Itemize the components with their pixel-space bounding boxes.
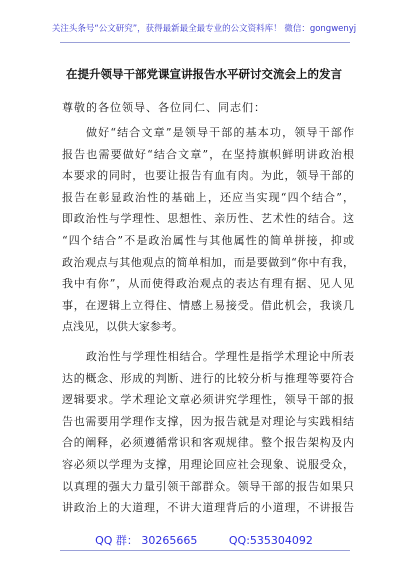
header-banner: 关注头条号“公文研究”，获得最新最全最专业的公文资料库！ 微信：gongwenyj bbox=[51, 24, 357, 34]
document-title: 在提升领导干部党课宣讲报告水平研讨交流会上的发言 bbox=[66, 67, 342, 81]
header-divider bbox=[60, 42, 350, 43]
paragraph-line: 达的概念、形成的判断、进行的比较分析与推理等要符合 bbox=[62, 371, 354, 385]
paragraph-line: 事，在逻辑上立得住、情感上易接受。借此机会，我谈几 bbox=[62, 298, 354, 312]
paragraph-line: 我中有你”，从而使得政治观点的表达有理有据、见人见 bbox=[62, 277, 354, 291]
paragraph-line: 本要求的同时，也要让报告有血有肉。为此，领导干部的 bbox=[62, 169, 354, 183]
paragraph-line: 做好“结合文章”是领导干部的基本功，领导干部作 bbox=[86, 126, 354, 139]
footer-qq-group: QQ 群： 30265665 bbox=[95, 534, 198, 547]
paragraph-line: 报告在彰显政治性的基础上，还应当实现“四个结合”， bbox=[62, 190, 354, 204]
paragraph-2 bbox=[62, 346, 354, 519]
paragraph-line: 告也需要用学理作支撑，因为报告就是对理论与实践相结 bbox=[62, 414, 354, 428]
paragraph-line: 讲政治上的大道理，不讲大道理背后的小道理，不讲报告 bbox=[62, 501, 354, 515]
salutation: 尊敬的各位领导、各位同仁、同志们： bbox=[62, 101, 266, 114]
paragraph-line: 即政治性与学理性、思想性、亲历性、艺术性的结合。这 bbox=[62, 212, 354, 226]
footer-qq: QQ:535304092 bbox=[228, 534, 313, 547]
paragraph-line: 政治性与学理性相结合。学理性是指学术理论中所表 bbox=[86, 350, 354, 363]
footer-divider bbox=[60, 550, 350, 551]
footer-contact bbox=[0, 532, 408, 548]
paragraph-line: 点浅见，以供大家参考。 bbox=[62, 320, 183, 334]
paragraph-line: “四个结合”不是政治属性与其他属性的简单拼接，抑或 bbox=[62, 233, 354, 247]
paragraph-line: 报告也需要做好“结合文章”，在坚持旗帜鲜明讲政治根 bbox=[62, 147, 354, 161]
paragraph-line: 以真理的强大力量引领干部群众。领导干部的报告如果只 bbox=[62, 479, 354, 493]
paragraph-1 bbox=[62, 122, 354, 338]
paragraph-line: 政治观点与其他观点的简单相加，而是要做到“你中有我， bbox=[62, 255, 354, 269]
paragraph-line: 逻辑要求。学术理论文章必须讲究学理性，领导干部的报 bbox=[62, 393, 354, 407]
paragraph-line: 容必须以学理为支撑，用理论回应社会现象、说服受众， bbox=[62, 457, 354, 471]
paragraph-line: 合的阐释，必须遵循常识和客观规律。整个报告架构及内 bbox=[62, 436, 354, 450]
